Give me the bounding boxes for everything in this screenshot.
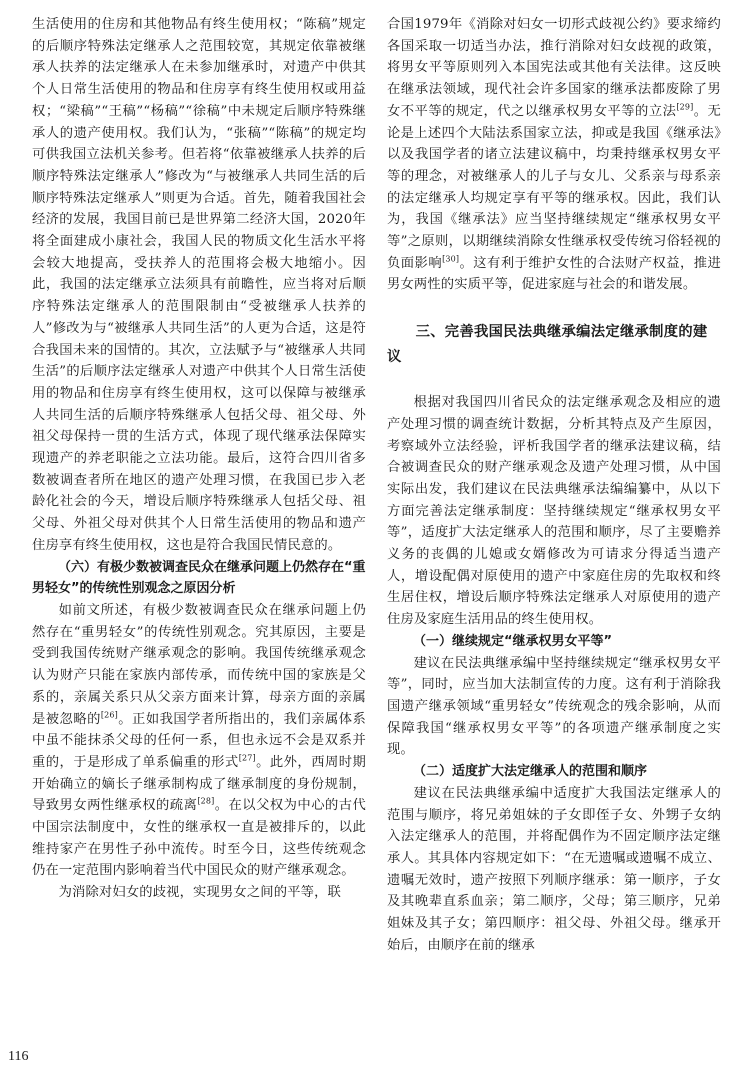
citation-ref: [26] xyxy=(100,710,118,720)
citation-ref: [27] xyxy=(238,753,256,763)
subsection-heading-2: （二）适度扩大法定继承人的范围和顺序 xyxy=(413,764,648,780)
body-paragraph: 根据对我国四川省民众的法定继承观念及相应的遗产处理习惯的调查统计数据，分析其特点及产生原因，考察域外立法经验，评析我国学者的继承法建议稿，结合被调查民众的财产继承观念及遗产处理习惯，从中国实际出发，我们建议在民法典继承法编编纂中，从以下方面完善法定继承制度：坚持继续规定“继承权男女平等”，适度扩大法定继承人的范围和顺序，尽了主要赡养义务的丧偶的儿媳或女婿修改为可请求分得适当遗产人，增设配偶对原使用的遗产中家庭住房的先取权和终生居住权，增设后顺序特殊法定继承人对原使用的遗产住房及家庭生活用品的终生使用权。 xyxy=(387,395,721,628)
subsection-heading-6: （六）有极少数被调查民众在继承问题上仍然存在“重男轻女”的传统性别观念之原因分析 xyxy=(32,559,366,597)
right-column xyxy=(387,14,721,956)
left-column xyxy=(32,14,366,904)
body-paragraph: 建议在民法典继承编中适度扩大我国法定继承人的范围与顺序，将兄弟姐妹的子女即侄子女、外甥子女纳入法定继承人的范围，并将配偶作为不固定顺序法定继承人。其具体内容规定如下：“在无遗嘱或遗嘱不成立、遗嘱无效时，遗产按照下列顺序继承：第一顺序，子女及其晚辈直系血亲；第二顺序，父母；第三顺序，兄弟姐妹及其子女；第四顺序：祖父母、外祖父母。继承开始后，由顺序在前的继承 xyxy=(387,785,721,953)
body-paragraph: 建议在民法典继承编中坚持继续规定“继承权男女平等”，同时，应当加大法制宣传的力度。这有利于消除我国遗产继承领域“重男轻女”传统观念的残余影响，从而保障我国“继承权男女平等”的各项遗产继承制度之实现。 xyxy=(387,655,721,758)
citation-ref: [28] xyxy=(197,796,215,806)
body-paragraph: 生活使用的住房和其他物品有终生使用权；“陈稿”规定的后顺序特殊法定继承人之范围较宽，其规定依靠被继承人扶养的法定继承人在未参加继承时，对遗产中供其个人日常生活使用的物品和住房享有终生使用权或用益权；“梁稿”“王稿”“杨稿”“徐稿”中未规定后顺序特殊继承人的遗产使用权。我们认为，“张稿”“陈稿”的规定均可供我国立法机关参考。但若将“依靠被继承人扶养的后顺序特殊法定继承人”修改为“与被继承人共同生活的后顺序特殊法定继承人”则更为合适。首先，随着我国社会经济的发展，我国目前已是世界第二经济大国，2020年将全面建成小康社会，我国人民的物质文化生活水平将会较大地提高，受扶养人的范围将会极大地缩小。因此，我国的法定继承立法须具有前瞻性，应当将对后顺序特殊法定继承人的范围限制由“受被继承人扶养的人”修改为与“被继承人共同生活”的人更为合适，这是符合我国未来的国情的。其次，立法赋予与“被继承人共同生活”的后顺序法定继承人对遗产中供其个人日常生活使用的物品和住房享有终生使用权，这可以保障与被继承人共同生活的后顺序特殊继承人包括父母、祖父母、外祖父母保持一贯的生活方式，体现了现代继承法保障实现遗产的养老职能之立法功能。最后，这符合四川省多数被调查者所在地区的遗产处理习惯，在我国已步入老龄化社会的今天，增设后顺序特殊继承人包括父母、祖父母、外祖父母对供其个人日常生活使用的物品和遗产住房享有终生使用权，这也是符合我国民情民意的。 xyxy=(32,17,366,553)
page-number: 116 xyxy=(8,1049,29,1064)
section-heading-3: 三、完善我国民法典继承编法定继承制度的建议 xyxy=(387,324,708,366)
citation-ref: [30] xyxy=(442,254,460,264)
subsection-heading-1: （一）继续规定“继承权男女平等” xyxy=(413,633,613,649)
citation-ref: [29] xyxy=(676,102,694,112)
body-paragraph: 合国1979年《消除对妇女一切形式歧视公约》要求缔约各国采取一切适当办法，推行消除对妇女歧视的政策，将男女平等原则列入本国宪法或其他有关法律。这反映在继承法领域，现代社会许多国家的继承法都废除了男女不平等的规定，代之以继承权男女平等的立法[29]。无论是上述四个大陆法系国家立法，抑或是我国《继承法》以及我国学者的诸立法建议稿中，均秉持继承权男女平等的理念，对被继承人的儿子与女儿、父系亲与母系亲的法定继承人均规定享有平等的继承权。因此，我们认为，我国《继承法》应当坚持继续规定“继承权男女平等”之原则，以期继续消除女性继承权受传统习俗轻视的负面影响[30]。这有利于维护女性的合法财产权益，推进男女两性的实质平等，促进家庭与社会的和谐发展。 xyxy=(387,17,721,293)
body-paragraph: 如前文所述，有极少数被调查民众在继承问题上仍然存在“重男轻女”的传统性别观念。究其原因，主要是受到我国传统财产继承观念的影响。我国传统继承观念认为财产只能在家族内部传承，而传统中国的家族是父系的，亲属关系只从父亲方面来计算，母亲方面的亲属是被忽略的[26]。正如我国学者所指出的，我们亲属体系中虽不能抹杀父母的任何一系，但也永远不会是双系并重的，于是形成了单系偏重的形式[27]。此外，西周时期开始确立的嫡长子继承制构成了继承制度的身份规制，导致男女两性继承权的疏离[28]。在以父权为中心的古代中国宗法制度中，女性的继承权一直是被排斥的，以此维持家产在男性子孙中流传。时至今日，这些传统观念仍在一定范围内影响着当代中国民众的财产继承观念。 xyxy=(32,602,366,879)
body-paragraph: 为消除对妇女的歧视，实现男女之间的平等，联 xyxy=(58,885,341,901)
